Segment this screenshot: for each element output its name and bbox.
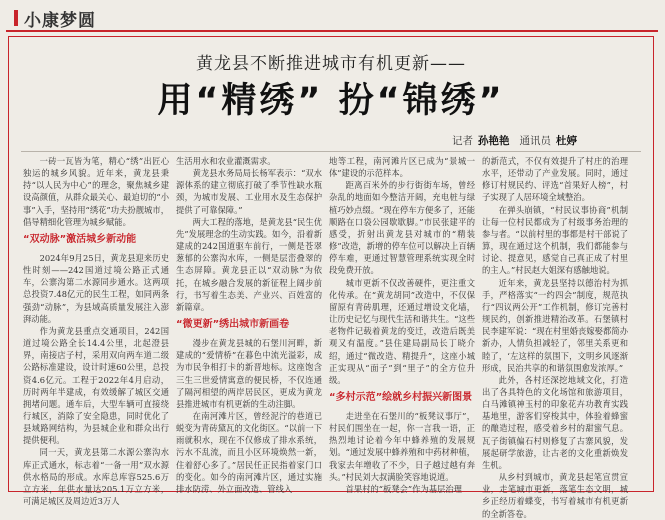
paragraph: 的新范式，不仅有效提升了村庄的治理水平，还带动了产业发展。同时，通过修订村规民约、评选“首果好人榜”，村子实现了人居环境全域整治。	[482, 156, 628, 203]
paragraph: 距离百米外的步行街街车场，曾经杂乱的地面如今整洁开阔，充电桩与绿植巧妙点缀。“现在停车方便多了，还能顺路在口袋公园歇歇脚。”市民张建平的感受，折射出黄龙县对城市的“精装修”改造，新增的停车位可以解决上百辆停车难，更通过智慧管理系统实现全时段免费开放。	[329, 180, 475, 276]
section-heading: “双动脉”激活城乡新动能	[23, 233, 137, 245]
section-mark	[14, 10, 18, 26]
paragraph: 从乡村到城市，黄龙县起笔宣贯宣业，走笔城市更新，落笔生态文明，城乡正经历着蝶变，书写着城市有机更新的全新答卷。	[482, 472, 628, 519]
paragraph: 同一天，黄龙县第二水源公寨沟水库正式通水，标志着“一备一用”双水源供水格局的形成。水库总库容525.6万立方米，年供水量达205.1万立方米，可满足城区及周边近3万人	[23, 447, 169, 507]
correspondent-name: 杜婷	[556, 135, 577, 147]
paragraph: 2024年9月25日，黄龙县迎来历史性时刻——242国道过境公路正式通车，公寨沟第二水源同步通水。这两项总投资7.48亿元的民生工程，如同两条强劲“动脉”，为县域高质量发展注入澎湃动能。	[23, 252, 169, 324]
paragraph: 在南河滩片区，曾经泥泞的巷道已蜕变为青砖黛瓦的文化街区。“以前一下雨就积水，现在不仅修成了排水系统，污水不乱流，而且小区环境焕然一新，住着舒心多了。”居民任正民指着家门口的变化。如今的南河滩片区，通过实施排水防涝、外立面改造、管线入	[176, 410, 322, 494]
paragraph: 一砖一瓦皆为笔，精心“绣”出匠心独运的城乡风貌。近年来，黄龙县秉持“以人民为中心”的理念，聚焦城乡建设高颜值，从群众最关心、最迫切的“小事”入手，坚持用“绣花”功夫扮靓城市，倡导精细化管理为城乡赋能。	[23, 156, 169, 227]
section-heading: “微更新”绣出城市新画卷	[176, 319, 290, 331]
paragraph: 城市更新不仅改善硬件，更注重文化传承。在“黄龙胡同”改造中，不仅保留原有青砖肌理，还通过增设文化墙，让历史记忆与现代生活和谐共生。“这些老物件记载着黄龙的变迁，改造后既美观又有温度。”县住建局副局长丁晓介绍，通过“微改造、精提升”，这座小城正实现从“面子”到“里子”的全方位升级。	[329, 277, 475, 385]
paragraph: 近年来，黄龙县坚持以德治村为抓手，严格落实“一约四会”制度，规范执行“四议两公开”工作机制，修订完善村规民约，创新推进精治改革。石堡镇村民李建军说：“现在村里婚丧嫁娶都简办新办，人情负担减轻了，邻里关系更和睦了，‘左这样的氛围下，文明乡风逐渐形成，民治共享的和谐氛围愈发浓厚。”	[482, 277, 628, 373]
paragraph: 此外，各村还深挖地域文化，打造出了各具特色的文化场馆和旅游项目，白马滩镇神玉村的印象花卉功教育实践基地里，游客们穿梭其中，体验着蜂蜜的酿造过程，感受着乡村的甜蜜气息。瓦子街镇偏石村则修复了古寨风貌，发展起研学旅游，让古老的文化重新焕发生机。	[482, 374, 628, 470]
article-headline: 用“精绣” 扮“锦绣”	[157, 81, 505, 121]
paragraph: 两大工程的落地，是黄龙县“民生优先”发展理念的生动实践。如今，沿着新建成的242国道驱车前行，一侧是苍翠葱郁的公寨沟水库，一侧是层峦叠翠的生态屏障。黄龙县正以“双动脉”为依托，在城乡融合发展的新征程上阔步前行，书写着生态美、产业兴、百姓富的新篇章。	[176, 216, 322, 312]
paragraph: 漫步在黄龙县城的石堡川河畔，新建成的“爱情桥”在暮色中流光溢彩，成为市民争相打卡的新晋地标。这座饱含三生三世爱情寓意的便民桥，不仅连通了隔河相望的两岸居民区，更成为黄龙县推进城市有机更新的生动注脚。	[176, 338, 322, 409]
paragraph: 首果村的“板凳会”作为基层治理	[345, 483, 462, 494]
article-column-4	[482, 155, 628, 519]
paragraph: 走进坐在石堡川的“板凳议事厅”，村民们围坐在一起，你一言我一语，正热烈地讨论着今年中蜂养殖的发展规划。“通过发展中蜂养殖和中药材种植，我家去年增收了不少，日子越过越有奔头。”村民刘大叔满脸笑容地说道。	[329, 410, 475, 482]
article-column-2	[176, 155, 322, 494]
article-column-1	[23, 155, 169, 507]
paragraph: 地等工程，南河滩片区已成为“景城一体”建设的示范样本。	[329, 156, 475, 179]
article-frame	[8, 36, 654, 519]
article-column-3	[329, 155, 475, 494]
article-subtitle: 黄龙县不断推进城市有机更新——	[196, 54, 466, 74]
paragraph: 作为黄龙县重点交通项目，242国道过境公路全长14.4公里，北起澄县界，南接店子村，采用双向两车道二级公路标准建设，设计时速60公里，总投资4.6亿元。工程于2022年4月启动，历时两年半建成，有效缓解了城区交通拥堵问题。通车后，大型车辆可直接绕行城区，消除了安全隐患，同时优化了县域路网结构，为县城企业和群众出行提供便利。	[23, 325, 169, 446]
correspondent-label: 通讯员	[519, 135, 551, 147]
section-title: 小康梦圆	[24, 11, 96, 31]
byline	[452, 133, 577, 148]
reporter-label: 记者	[452, 135, 473, 147]
paragraph: 黄龙县水务局局长杨军表示：“双水源体系的建立彻底打破了季节性缺水瓶颈，为城市发展、工业用水及生态保护提供了可靠保障。”	[176, 168, 322, 215]
paragraph: 生活用水和农业灌溉需求。	[176, 156, 276, 166]
section-heading: “多村示范”绘就乡村振兴新图景	[329, 391, 473, 403]
paragraph: 在弹头崩镇，“村民议事协商”机制让每一位村民都成为了村级事务治理的参与者。“以前村里的事都是村干部说了算，现在通过这个机制，我们都能参与讨论、提意见，感觉自己真正成了村里的主人。”村民赵大姐深有感触地说。	[482, 204, 628, 276]
reporter-name: 孙艳艳	[478, 135, 510, 147]
section-header	[6, 4, 658, 32]
byline-divider	[21, 151, 641, 152]
